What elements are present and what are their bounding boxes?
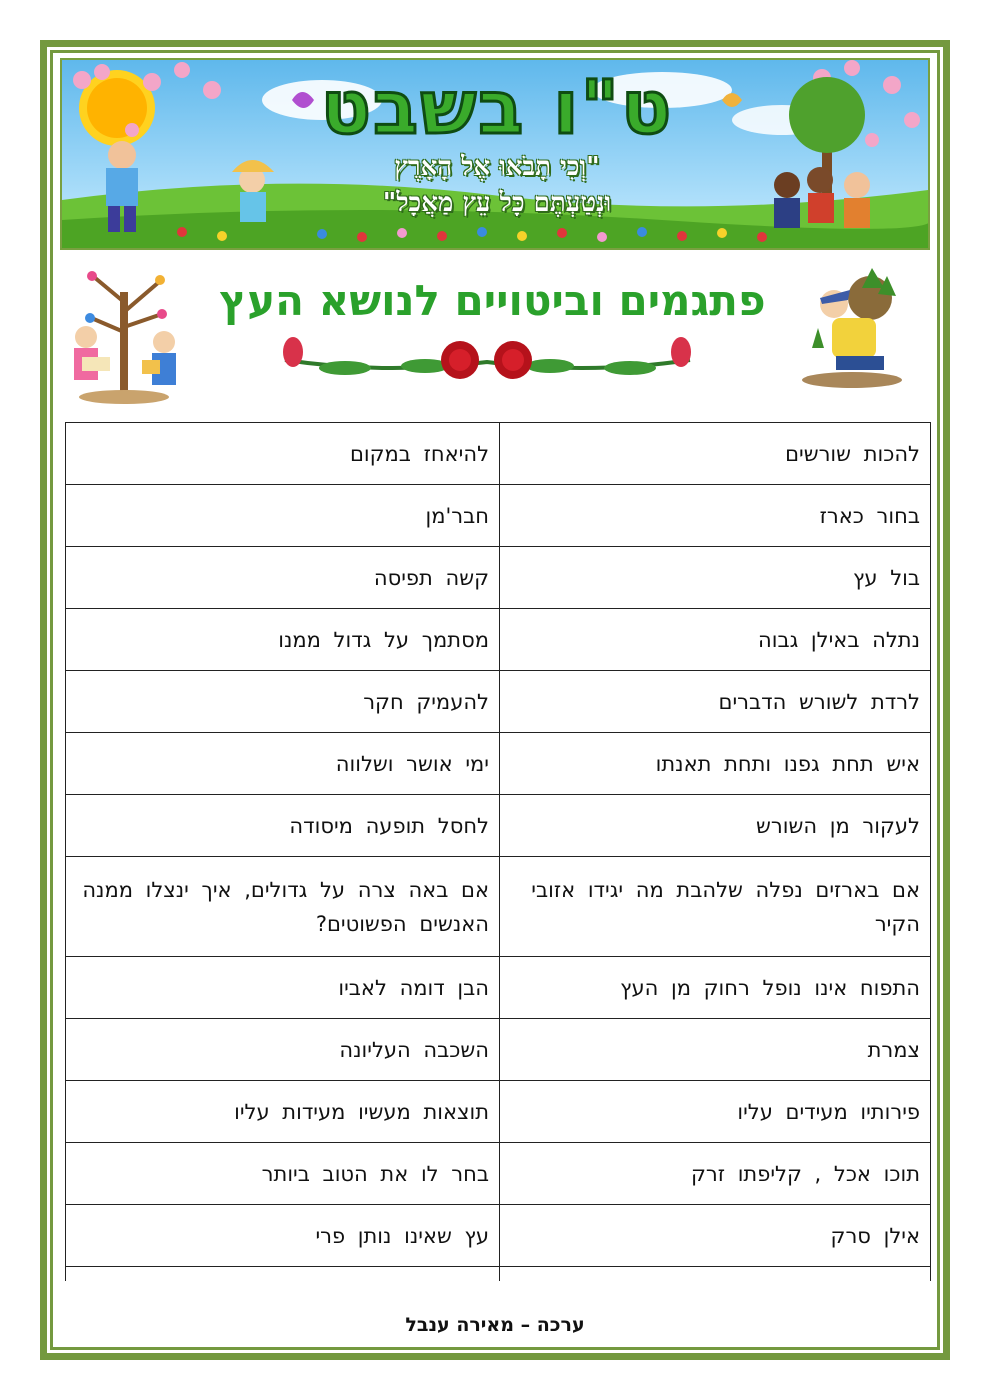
meaning-cell: מסתמך על גדול ממנו	[66, 609, 500, 671]
proverb-cell: איש תחת גפנו ותחת תאנתו	[500, 733, 931, 795]
empty-cell	[66, 1267, 500, 1281]
footer-credit: ערכה – מאירה ענבל	[405, 1314, 585, 1336]
empty-cell	[500, 1267, 931, 1281]
meaning-cell: קשה תפיסה	[66, 547, 500, 609]
meaning-cell: השכבה העליונה	[66, 1019, 500, 1081]
meaning-cell: חבר'מן	[66, 485, 500, 547]
table-row	[66, 1205, 931, 1267]
proverb-cell: נתלה באילן גבוה	[500, 609, 931, 671]
meaning-cell: בחר לו את הטוב ביותר	[66, 1143, 500, 1205]
proverb-cell: צמרת	[500, 1019, 931, 1081]
meaning-cell: תוצאות מעשיו מעידות עליו	[66, 1081, 500, 1143]
proverb-cell: בול עץ	[500, 547, 931, 609]
boy-planting-tree-illustration	[792, 268, 912, 393]
meaning-cell: עץ שאינו נותן פרי	[66, 1205, 500, 1267]
proverb-cell: התפוח אינו נופל רחוק מן העץ	[500, 957, 931, 1019]
table-row	[66, 733, 931, 795]
roses-tulips-garland-illustration	[275, 330, 700, 390]
table-row	[66, 957, 931, 1019]
meaning-cell: להעמיק חקר	[66, 671, 500, 733]
table-row-empty	[66, 1267, 931, 1281]
meaning-cell: הבן דומה לאביו	[66, 957, 500, 1019]
banner-verse-line-2: וּנְטַעְתֶּם כָּל עֵץ מַאֲכָל"	[382, 188, 612, 218]
table-row	[66, 1081, 931, 1143]
table-row	[66, 671, 931, 733]
proverb-cell: פירותיו מעידים עליו	[500, 1081, 931, 1143]
meaning-cell: אם באה צרה על גדולים, איך ינצלו ממנה האנשים הפשוטים?	[66, 857, 500, 957]
table-row	[66, 1019, 931, 1081]
table-row	[66, 1143, 931, 1205]
proverb-cell: לעקור מן השורש	[500, 795, 931, 857]
banner-verse-line-1: "וְכִי תָבֹאוּ אֶל הָאָרֶץ	[394, 152, 600, 182]
proverb-cell: להכות שורשים	[500, 423, 931, 485]
table-row	[66, 485, 931, 547]
proverb-cell: תוכו אכל , קליפתו זרק	[500, 1143, 931, 1205]
banner	[60, 58, 930, 250]
children-birthday-tree-illustration	[64, 262, 189, 407]
proverb-cell: אם בארזים נפלה שלהבת מה יגידו אזובי הקיר	[500, 857, 931, 957]
meaning-cell: לחסל תופעה מיסודה	[66, 795, 500, 857]
proverbs-table	[65, 422, 931, 1281]
table-row	[66, 609, 931, 671]
banner-title: ט"ו בשבט	[320, 65, 674, 151]
table-row	[66, 795, 931, 857]
table-row	[66, 423, 931, 485]
section-title: פתגמים וביטויים לנושא העץ	[219, 276, 766, 325]
meaning-cell: ימי אושר ושלווה	[66, 733, 500, 795]
proverb-cell: בחור כארז	[500, 485, 931, 547]
proverb-cell: אילן סרק	[500, 1205, 931, 1267]
proverb-cell: לרדת לשורש הדברים	[500, 671, 931, 733]
meaning-cell: להיאחז במקום	[66, 423, 500, 485]
table-row	[66, 857, 931, 957]
table-row	[66, 547, 931, 609]
